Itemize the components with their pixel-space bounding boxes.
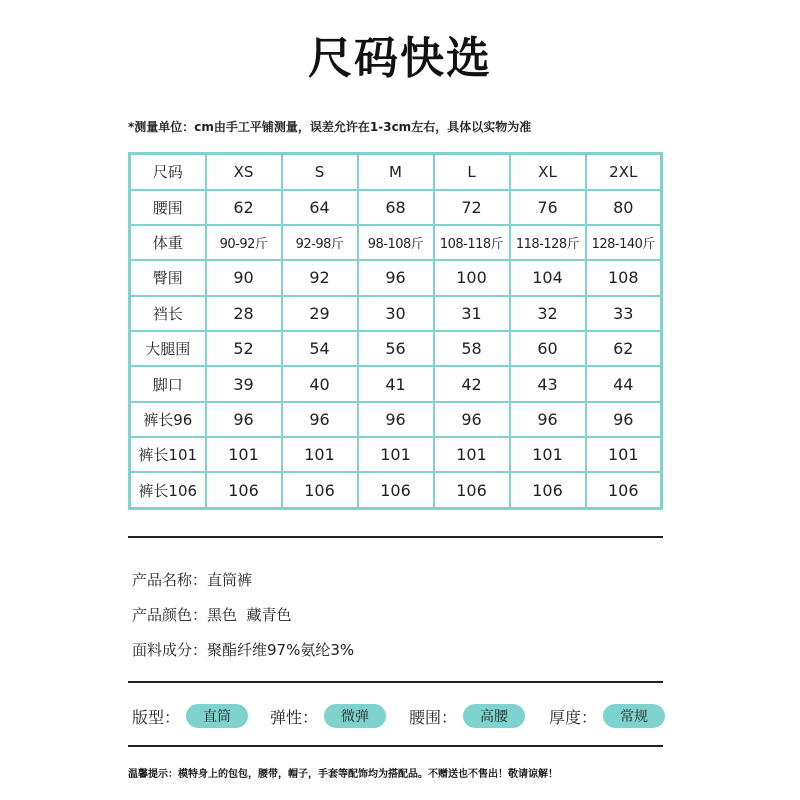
attribute-waist-label: 腰围： <box>409 707 458 727</box>
attribute-elasticity <box>270 704 386 728</box>
size-chart-table <box>128 152 663 510</box>
table-cell: 32 <box>510 296 586 331</box>
table-cell: 106 <box>206 472 282 508</box>
product-fabric-row <box>132 639 354 660</box>
table-cell: 56 <box>358 331 434 366</box>
table-cell: 31 <box>434 296 510 331</box>
table-cell: 2XL <box>586 154 662 190</box>
table-cell: 108-118斤 <box>434 225 510 260</box>
table-cell: 96 <box>358 402 434 437</box>
table-row <box>130 437 662 472</box>
table-cell: 62 <box>206 190 282 225</box>
table-cell: 106 <box>358 472 434 508</box>
table-row-label: 大腿围 <box>130 331 206 366</box>
product-color-label: 产品颜色： <box>132 606 208 624</box>
table-cell: 101 <box>510 437 586 472</box>
table-cell: 92-98斤 <box>282 225 358 260</box>
table-cell: 58 <box>434 331 510 366</box>
table-cell: 33 <box>586 296 662 331</box>
attribute-thickness-badge: 常规 <box>603 704 665 728</box>
table-cell: 54 <box>282 331 358 366</box>
table-row <box>130 296 662 331</box>
table-cell: 101 <box>358 437 434 472</box>
table-cell: 101 <box>586 437 662 472</box>
product-fabric-label: 面料成分： <box>132 641 208 659</box>
table-cell: 28 <box>206 296 282 331</box>
table-cell: 72 <box>434 190 510 225</box>
product-color-value: 黑色 藏青色 <box>207 606 292 624</box>
table-cell: M <box>358 154 434 190</box>
table-cell: 44 <box>586 366 662 401</box>
table-cell: 41 <box>358 366 434 401</box>
table-cell: 92 <box>282 260 358 295</box>
table-header-row <box>130 154 662 190</box>
table-cell: 96 <box>358 260 434 295</box>
table-cell: 39 <box>206 366 282 401</box>
divider-bottom <box>128 745 663 747</box>
table-row <box>130 260 662 295</box>
table-row-label: 脚口 <box>130 366 206 401</box>
divider-top <box>128 536 663 538</box>
table-row-label: 裆长 <box>130 296 206 331</box>
table-cell: 52 <box>206 331 282 366</box>
attribute-fit-badge: 直筒 <box>186 704 248 728</box>
table-cell: 90-92斤 <box>206 225 282 260</box>
table-cell: 43 <box>510 366 586 401</box>
table-cell: 60 <box>510 331 586 366</box>
table-cell: 96 <box>282 402 358 437</box>
attribute-waist-badge: 高腰 <box>463 704 525 728</box>
table-row-label: 裤长96 <box>130 402 206 437</box>
product-color-row <box>132 604 292 625</box>
table-cell: 40 <box>282 366 358 401</box>
page-title: 尺码快选 <box>308 33 492 84</box>
table-cell: 96 <box>434 402 510 437</box>
table-cell: 96 <box>586 402 662 437</box>
table-row-label: 尺码 <box>130 154 206 190</box>
table-row <box>130 366 662 401</box>
attribute-elasticity-badge: 微弹 <box>324 704 386 728</box>
table-cell: 96 <box>510 402 586 437</box>
table-cell: 128-140斤 <box>586 225 662 260</box>
table-cell: 76 <box>510 190 586 225</box>
table-cell: 30 <box>358 296 434 331</box>
table-cell: 42 <box>434 366 510 401</box>
table-cell: 96 <box>206 402 282 437</box>
table-row-label: 腰围 <box>130 190 206 225</box>
table-cell: 106 <box>282 472 358 508</box>
table-cell: XL <box>510 154 586 190</box>
table-cell: 68 <box>358 190 434 225</box>
attribute-thickness <box>549 704 665 728</box>
table-cell: 101 <box>206 437 282 472</box>
footnote: 温馨提示：模特身上的包包，腰带，帽子，手套等配饰均为搭配品。不赠送也不售出！敬请谅解！ <box>128 769 558 780</box>
attribute-fit <box>132 704 248 728</box>
table-row <box>130 190 662 225</box>
product-name-value: 直筒裤 <box>207 571 253 589</box>
product-name-label: 产品名称： <box>132 571 208 589</box>
table-cell: 90 <box>206 260 282 295</box>
table-cell: 104 <box>510 260 586 295</box>
table-cell: 101 <box>434 437 510 472</box>
divider-middle <box>128 681 663 683</box>
table-row-label: 裤长106 <box>130 472 206 508</box>
table-cell: S <box>282 154 358 190</box>
table-cell: 101 <box>282 437 358 472</box>
attribute-row <box>132 704 672 730</box>
product-name-row <box>132 569 252 590</box>
table-cell: 106 <box>434 472 510 508</box>
table-cell: 100 <box>434 260 510 295</box>
table-cell: 64 <box>282 190 358 225</box>
table-cell: XS <box>206 154 282 190</box>
table-cell: 80 <box>586 190 662 225</box>
table-row <box>130 225 662 260</box>
table-row <box>130 402 662 437</box>
size-chart-body <box>130 154 662 509</box>
attribute-waist <box>409 704 525 728</box>
attribute-elasticity-label: 弹性： <box>270 707 319 727</box>
table-cell: 29 <box>282 296 358 331</box>
table-row-label: 裤长101 <box>130 437 206 472</box>
table-row <box>130 331 662 366</box>
product-fabric-value: 聚酯纤维97%氨纶3% <box>207 641 355 659</box>
table-cell: 118-128斤 <box>510 225 586 260</box>
table-cell: 98-108斤 <box>358 225 434 260</box>
attribute-fit-label: 版型： <box>132 707 181 727</box>
table-cell: 106 <box>586 472 662 508</box>
table-cell: 106 <box>510 472 586 508</box>
table-row-label: 臀围 <box>130 260 206 295</box>
attribute-thickness-label: 厚度： <box>549 707 598 727</box>
table-row <box>130 472 662 508</box>
table-row-label: 体重 <box>130 225 206 260</box>
measurement-note: *测量单位：cm由手工平铺测量，误差允许在1-3cm左右，具体以实物为准 <box>128 120 532 134</box>
table-cell: 108 <box>586 260 662 295</box>
table-cell: L <box>434 154 510 190</box>
table-cell: 62 <box>586 331 662 366</box>
